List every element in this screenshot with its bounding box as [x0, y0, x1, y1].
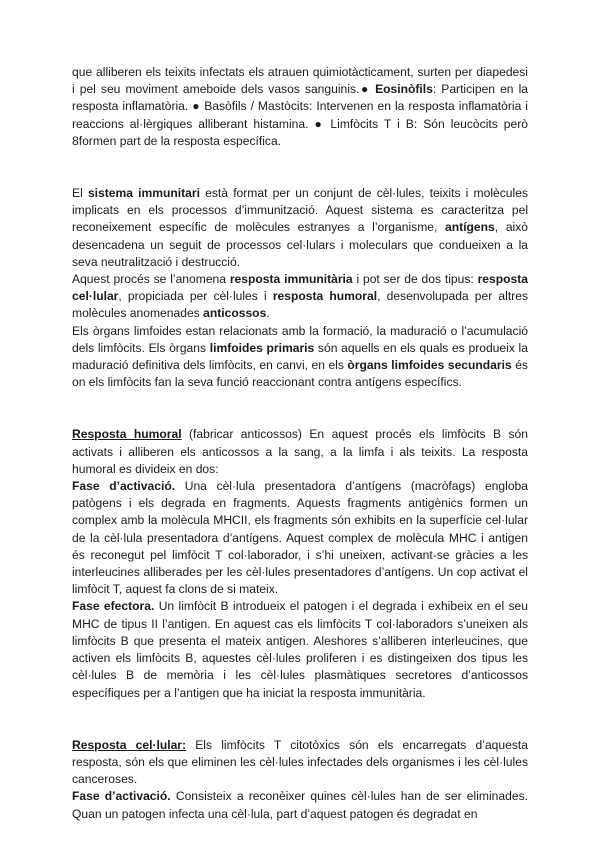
- term-immune-response: resposta immunitària: [229, 272, 353, 287]
- heading-activation-phase: Fase d’activació.: [72, 479, 176, 494]
- term-humoral-response: resposta humoral: [272, 289, 378, 304]
- term-primary-lymphoid: limfoides primaris: [209, 340, 315, 355]
- heading-effector-phase: Fase efectora.: [72, 599, 155, 614]
- term-antibodies: anticossos: [203, 306, 267, 321]
- paragraph-spacer: [72, 702, 528, 737]
- term-antigens: antígens: [445, 220, 495, 235]
- paragraph-lymphoid-organs: Els òrgans limfoides estan relacionats amb la formació, la maduració o l’acumulació dels limfòcits. Els òrgans limfoides primaris són aquells en els quals es produeix la maduració definitiva dels limfòcits, en canvi, en els òrgans limfoides secundaris és on els limfòcits fan la seva funció reaccionant contra antígens específics.: [72, 323, 528, 390]
- paragraph-leucocytes: que alliberen els teixits infectats els atrauen quimiotàcticament, surten per diapedesi i pel seu moviment ameboide dels vasos sanguinis.● Eosinòfils: Participen en la resposta inflamatòria. ● Basòfils / Mastòcits: Intervenen en la resposta inflamatòria i reaccions al·lèrgiques alliberant histamina. ● Limfòcits T i B: Són leucòcits però 8formen part de la resposta específica.: [72, 65, 528, 148]
- term-secondary-lymphoid: òrgans limfoides secundaris: [347, 358, 512, 373]
- paragraph-cellular-activation: Fase d’activació. Consisteix a reconèixer quines cèl·lules han de ser eliminades. Quan un patogen infecta una cèl·lula, part d’aquest patogen és degradat en: [72, 789, 528, 821]
- paragraph-humoral-effector: Fase efectora. Un limfòcit B introdueix el patogen i el degrada i exhibeix en el seu MHC de tipus II l’antigen. En aquest cas els limfòcits T col·laboradors s’uneixen als limfòcits B que presenta el mateix antigen. Aleshores s’alliberen interleucines, que activen els limfòcits B, aquestes cèl·lules proliferen i es distingeixen dos tipus les cèl·lules B de memòria i les cèl·lules plasmàtiques secretores d’anticossos específiques per a l’antigen que ha iniciat la resposta immunitària.: [72, 599, 528, 700]
- paragraph-spacer: [72, 391, 528, 426]
- paragraph-humoral-response: Resposta humoral (fabricar anticossos) En aquest procés els limfòcits B són activats i alliberen els anticossos a la sang, a la limfa i als teixits. La resposta humoral es divideix en dos:: [72, 427, 528, 476]
- paragraph-immune-system: El sistema immunitari està format per un conjunt de cèl·lules, teixits i molècules implicats en els processos d’immunització. Aquest sistema es caracteritza pel reconeixement específic de molècules estranyes a l’organisme, antígens, això desencadena un seguit de processos cel·lulars i moleculars que condueixen a la seva neutralització i destrucció.: [72, 186, 529, 269]
- paragraph-spacer: [72, 150, 528, 185]
- term-eosinophils: Eosinòfils: [375, 82, 433, 97]
- term-cellular-response: resposta cel·lular: [72, 272, 529, 304]
- document-body: [72, 64, 528, 823]
- paragraph-cellular-response: Resposta cel·lular: Els limfòcits T citotòxics són els encarregats d’aquesta resposta, són els que eliminen les cèl·lules infectades dels organismes i les cèl·lules canceroses.: [72, 737, 528, 787]
- paragraph-humoral-activation: Fase d’activació. Una cèl·lula presentadora d’antígens (macròfags) engloba patògens i els degrada en fragments. Aquests fragments antigènics formen un complex amb la molècula MHCII, els fragments són exhibits en la superfície cel·lular de la cèl·lula presentadora d’antígens. Aquest complex de molècula MHC i antigen és reconegut pel limfòcit T col·laborador, i s’hi uneixen, activant-se gràcies a les interleucines alliberades per les cèl·lules presentadores d’antígens. Un cop activat el limfòcit T, aquest fa clons de si mateix.: [72, 479, 528, 597]
- term-immune-system: sistema immunitari: [87, 186, 200, 201]
- heading-humoral-response: Resposta humoral: [72, 427, 182, 442]
- heading-cellular-activation-phase: Fase d’activació.: [72, 789, 171, 804]
- paragraph-immune-response: Aquest procés se l’anomena resposta immunitària i pot ser de dos tipus: resposta cel·lular, propiciada per cèl·lules i resposta humoral, desenvolupada per altres molècules anomenades anticossos.: [72, 272, 529, 321]
- heading-cellular-response: Resposta cel·lular:: [72, 737, 187, 752]
